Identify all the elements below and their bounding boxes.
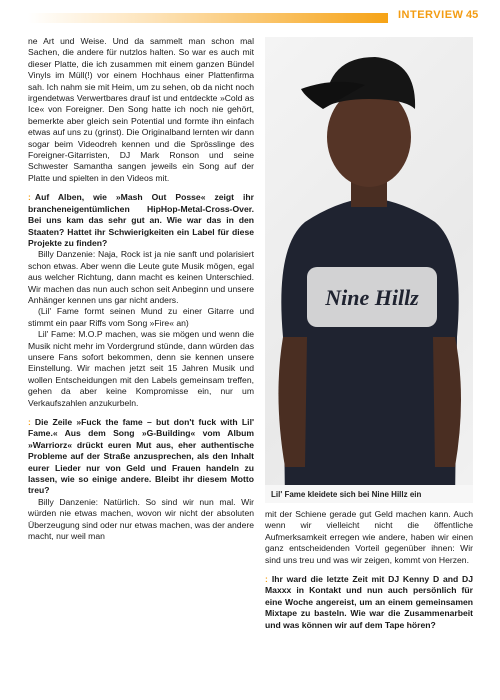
text-column-right [265, 509, 473, 631]
question-bullet: : [28, 417, 31, 427]
page-number: 45 [466, 9, 479, 21]
text-column-left [28, 36, 254, 542]
interview-question [265, 574, 473, 631]
answer-paragraph: Billy Danzenie: Natürlich. So sind wir nun mal. Wir würden nie etwas machen, wovon wir nicht der absoluten Überzeugung sind oder nur etwas machen, was der andere macht, nur weil man [28, 496, 254, 542]
section-label: INTERVIEW [398, 9, 464, 21]
question-text: Auf Alben, wie »Mash Out Posse« zeigt ihr brancheneigentümlichen HipHop-Metal-Cross-Over. Bei uns kam das sehr gut an. Wie war das in den Staaten? Hattet ihr Schwierigkeiten ein Label für diese Projekte zu finden? [28, 192, 254, 248]
question-text: Ihr ward die letzte Zeit mit DJ Kenny D and DJ Maxxx in Kontakt und nun auch persönlich für eine Woche angereist, um an einem gemeinsamen Mixtape zu basteln. Wie war die Zusammenarbeit und was können wir auf dem Tape hören? [265, 574, 473, 630]
question-bullet: : [28, 192, 31, 203]
portrait-illustration [265, 37, 473, 503]
interview-question [28, 417, 254, 497]
question-text: Die Zeile »Fuck the fame – but don't fuck with Lil' Fame.« Aus dem Song »G-Building« vom Album »Warriorz« drückt euren Mut aus, eher authentische Probleme auf der Straße anzusprechen, als den Inhalt eurer Lieder nur von Geld und Frauen handeln zu lassen, wie so einige andere. Bleibt ihr diesem Motto treu? [28, 417, 254, 496]
paragraph: mit der Schiene gerade gut Geld machen kann. Auch wenn wir vielleicht nicht die öffentliche Aufmerksamkeit erregen wie andere, haben wir einen ganz entscheidenden Vorteil gegenüber ihnen: Wir sind uns treu und was wir zeigen, kommt von Herzen. [265, 509, 473, 565]
answer-paragraph: Billy Danzenie: Naja, Rock ist ja nie sanft und polarisiert schon etwas. Aber wenn die Leute gute Musik mögen, egal aus welcher Richtung, dann macht es keinen Unterschied. Wir machen das nun auch schon seit Anbeginn und unsere Anhänger kennen uns gar nicht anders. [28, 249, 254, 305]
question-bullet: : [265, 574, 268, 585]
answer-paragraph: (Lil' Fame formt seinen Mund zu einer Gitarre und stimmt ein paar Riffs vom Song »Fire« an) [28, 306, 254, 328]
interview-question [28, 192, 254, 249]
portrait-photo [265, 37, 473, 503]
answer-paragraph: Lil' Fame: M.O.P machen, was sie mögen und wenn die Musik nicht mehr im Vordergrund stünde, dann würden das unsere Fans sofort bekommen, denn sie kennen unsere Einstellung. Wir machen jetzt seit 15 Jahren Musik und wollen Entscheidungen mit den Labels gemeinsam treffen, gehen da aber keine Kompromisse ein, nur um Verkaufszahlen anzukurbeln. [28, 329, 254, 408]
shirt-logo-text: Nine Hillz [325, 285, 419, 310]
paragraph: ne Art und Weise. Und da sammelt man schon mal Sachen, die andere für nutzlos halten. So war es auch mit dieser Platte, die ich zusammen mit einem ganzen Bündel Vinyls im Müll(!) vor einem Hochhaus einer Plattenfirma sah. Ich nahm sie mit Heim, um zu sehen, ob da nicht noch irgendetwas Verwertbares drauf ist und entdeckte »Cold as Ice« von Foreigner. Den Song hatte ich noch nie gehört, bemerkte aber gleich sein Potential und formte ihn einfach etwas auf uns zu (grinst). Die Originalband lernten wir dann sogar beim Videodreh kennen und die Sprösslinge des Foreigner-Gitarristen, DJ Mark Ronson und seine Schwester Samantha sangen jeweils ein Song auf der Platte und spielten in den Videos mit. [28, 36, 254, 183]
header-gradient-bar [28, 13, 388, 23]
photo-caption: Lil' Fame kleidete sich bei Nine Hillz ein [271, 490, 422, 499]
